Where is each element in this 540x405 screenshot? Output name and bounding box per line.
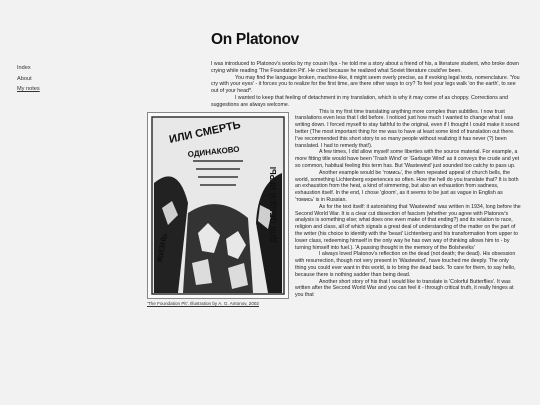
paragraph-text-itself: As for the text itself: it astonishing that 'Wastewind' was written in 1934, long before the Second World War. It is a clear cut dissection of fascism (whether you agree with Platonov's analysis is something else; what does one even make of that ending?) and its relation to race, religion and class, all of which signals a great deal of understanding of the matter on the part of the writer (his choice to identify with the 'beast' Lichtenberg and his transformation from upper to lower class, redeeming himself in the only way he has own way of thinking allows him to - by turning himself into fuel.). 'A passing thought in the memory of the Bolsheviks' xyxy=(295,203,521,251)
paragraph-tomis: Another example would be 'томись', the often repeated appeal of church bells, the world, something Lichtenberg experiences so often. How the hell do you translate that? It is both an exhaustion from the heat, a kind of simmering, but also an exhaustion from sadness, exhaustion itself. In the end, I chose 'gloom', as it seems to be just as vague in English as 'томись' is in Russian. xyxy=(295,169,519,203)
illustration-figure xyxy=(147,112,287,307)
page-title: On Platonov xyxy=(211,31,299,48)
paragraph-language: You may find the language broken, machine-like, it might seem overly precise, as if evoking legal texts, nomenclature. 'You cry with your eyes' - it forces you to realize for the first time, are there other ways to cry? To feel your legs walk 'on the earth', to see out of your head*. xyxy=(211,74,520,95)
paragraph-liberties: A few times, I did allow myself some liberties with the source material. For example, a more fitting title would have been 'Trash Wind' or 'Garbage Wind' as it conveys the crude and yet so common, habitual feeling this term has. But 'Wastewind' just sounded too catchy to pass up. xyxy=(295,149,520,169)
nav-link-about[interactable]: About xyxy=(17,75,32,82)
paragraph-the-dead: I always loved Platonov's reflection on the dead (not death; the dead). His obsession with resurrection, though not very present in 'Wastewind', have touched me deeply. The only thing you could ever want in this world, is to bring the dead back. To care for them, to say hello, because there is nothing sadder than being dead. xyxy=(295,251,516,278)
svg-text:ЖИЗНЬ: ЖИЗНЬ xyxy=(155,232,170,263)
svg-text:ИЛИ СМЕРТЬ: ИЛИ СМЕРТЬ xyxy=(168,118,242,146)
nav-link-my-notes[interactable]: My notes xyxy=(17,86,40,92)
foundation-pit-illustration[interactable] xyxy=(147,112,289,299)
article-body xyxy=(147,61,521,309)
svg-text:ОДИНАКОВО: ОДИНАКОВО xyxy=(187,144,240,159)
paragraph-first-translation: This is my first time translating anything more complex than subtitles. I now trust translations even less that I did before. I noticed just how much I wanted to change what I was writing down. I forced myself to stay faithful to the original, even if I thought I could make it sound better (The most important thing for me was to have at least some kind of translation out there. I've recommended this short story to so many people without realizing it has never (?) been translated. I had to remedy that!). xyxy=(295,108,520,149)
paragraph-detachment: I wanted to keep that feeling of detachment in my translation, which is why it may come of as choppy. Corrections and suggestions are always welcome. xyxy=(211,94,509,108)
paragraph-intro: I was introduced to Platonov's works by my cousin Ilya - he told me a story about a friend of his, a literature student, who broke down crying while reading 'The Foundation Pit'. He cried because he realized what Soviet literature could've been. xyxy=(211,61,519,74)
site-nav xyxy=(17,63,40,95)
paragraph-butterflies: Another short story of his that I would like to translate is 'Colorful Butterflies'. It was written after the Second World War and you can feel it - through critical truth, it really hinges at you that xyxy=(295,278,514,299)
nav-link-index[interactable]: Index xyxy=(17,65,31,71)
svg-text:ДЛЯ ОБЩЕЙ ИГРЫ: ДЛЯ ОБЩЕЙ ИГРЫ xyxy=(269,166,278,243)
illustration-caption[interactable]: 'The Foundation Pit'. Illustration by A. G. Antonov, 2002 xyxy=(147,300,259,306)
